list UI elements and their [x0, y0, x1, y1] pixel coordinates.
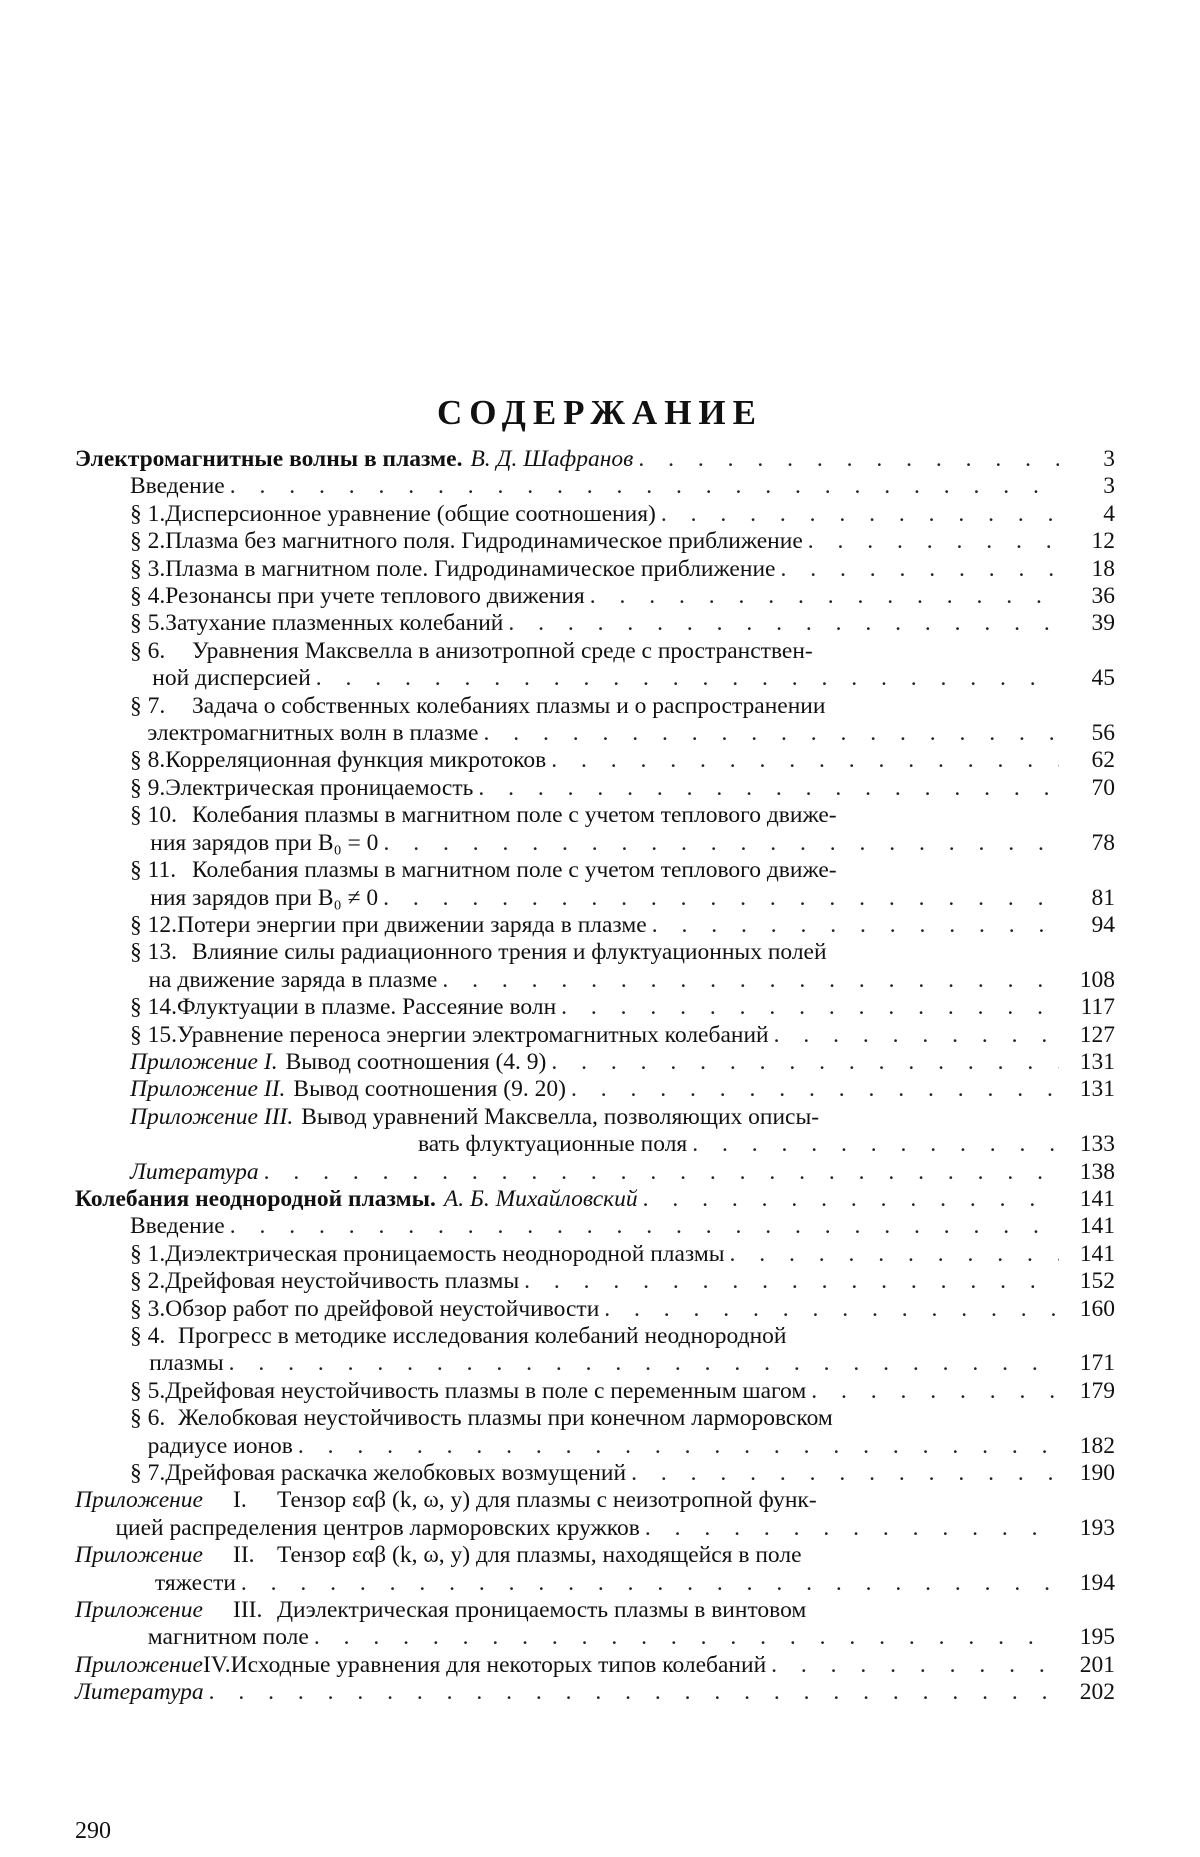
page-number: 290 — [75, 1818, 111, 1844]
part-2-page: 141 — [1079, 1185, 1115, 1212]
entry-text: тяжести — [154, 1569, 236, 1596]
entry-page: 56 — [1091, 720, 1115, 747]
dot-leader — [311, 665, 1059, 692]
appendix-entry[interactable] — [75, 1487, 1115, 1542]
section-entry[interactable] — [75, 1378, 1115, 1405]
part-2-author: А. Б. Михайловский — [443, 1185, 638, 1212]
dot-leader — [566, 1076, 1059, 1103]
part-2-intro[interactable] — [75, 1213, 1115, 1240]
intro-label: Введение — [130, 1213, 225, 1240]
entry-text: Потери энергии при движении заряда в плазме — [177, 911, 647, 938]
part-2-appendices — [75, 1487, 1115, 1679]
section-number: § 1. — [130, 500, 166, 527]
section-number: § 3. — [130, 1295, 166, 1322]
part-2-header[interactable] — [75, 1186, 1115, 1213]
dot-leader — [656, 501, 1059, 528]
dot-leader — [224, 1350, 1059, 1377]
dot-leader — [626, 1460, 1059, 1487]
dot-leader — [766, 1652, 1059, 1679]
section-number: § 11. — [130, 857, 177, 884]
dot-leader — [599, 1296, 1059, 1323]
entry-page: 78 — [1091, 829, 1115, 856]
part-2-title: Колебания неоднородной плазмы. — [75, 1185, 436, 1212]
appendix-entry[interactable] — [75, 1542, 1115, 1597]
entry-page: 190 — [1079, 1460, 1115, 1487]
entry-page: 141 — [1079, 1240, 1115, 1267]
dot-leader — [769, 1022, 1059, 1049]
entry-text: Колебания плазмы в магнитном поле с учетом теплового движе- — [192, 857, 837, 884]
entry-text: Дисперсионное уравнение (общие соотношения) — [165, 500, 656, 527]
section-entry[interactable] — [75, 775, 1115, 802]
section-entry[interactable] — [75, 1460, 1115, 1487]
part-1-sections — [75, 501, 1115, 1049]
section-entry[interactable] — [75, 1405, 1115, 1460]
section-number: § 5. — [130, 610, 166, 637]
entry-page: 81 — [1091, 884, 1115, 911]
entry-text: Плазма в магнитном поле. Гидродинамическое приближение — [165, 555, 776, 582]
entry-text: Вывод уравнений Максвелла, позволяющих описы- — [301, 1103, 820, 1130]
dot-leader — [687, 1131, 1059, 1158]
section-number: § 9. — [130, 774, 166, 801]
section-entry[interactable] — [75, 1022, 1115, 1049]
intro-page: 3 — [1103, 473, 1115, 500]
dot-leader — [437, 967, 1059, 994]
table-of-contents — [75, 446, 1115, 1707]
section-entry[interactable] — [75, 802, 1115, 857]
entry-text: Резонансы при учете теплового движения — [165, 583, 585, 610]
entry-text: Вывод соотношения (4. 9) — [285, 1048, 547, 1075]
literature-page: 202 — [1079, 1679, 1115, 1706]
appendix-entry[interactable] — [75, 1652, 1115, 1679]
dot-leader — [640, 1515, 1059, 1542]
entry-page: 194 — [1079, 1569, 1115, 1596]
section-entry[interactable] — [75, 638, 1115, 693]
entry-text: Тензор εαβ (k, ω, y) для плазмы с неизотропной функ- — [277, 1487, 817, 1514]
dot-leader — [647, 912, 1059, 939]
entry-text: магнитном поле — [147, 1624, 309, 1651]
entry-page: 131 — [1079, 1076, 1115, 1103]
intro-label: Введение — [130, 473, 225, 500]
dot-leader — [503, 610, 1059, 637]
entry-text: Электрическая проницаемость — [165, 774, 474, 801]
appendix-label: Приложение — [75, 1597, 203, 1624]
appendix-entry[interactable] — [75, 1104, 1115, 1159]
entry-page: 62 — [1091, 747, 1115, 774]
entry-text: Уравнение переноса энергии электромагнитных колебаний — [177, 1021, 769, 1048]
entry-text: Тензор εαβ (k, ω, y) для плазмы, находящейся в поле — [277, 1542, 802, 1569]
dot-leader — [293, 1433, 1059, 1460]
dot-leader — [556, 994, 1059, 1021]
entry-text: Колебания плазмы в магнитном поле с учетом теплового движе- — [192, 802, 837, 829]
section-entry[interactable] — [75, 747, 1115, 774]
entry-text: ния зарядов при B₀ = 0 — [150, 829, 379, 856]
section-entry[interactable] — [75, 528, 1115, 555]
section-entry[interactable] — [75, 939, 1115, 994]
section-number: § 6. — [130, 637, 166, 664]
section-entry[interactable] — [75, 610, 1115, 637]
entry-text: Корреляционная функция микротоков — [165, 747, 547, 774]
entry-text: Дрейфовая раскачка желобковых возмущений — [165, 1460, 627, 1487]
entry-text: Вывод соотношения (9. 20) — [293, 1076, 566, 1103]
part-1-intro[interactable] — [75, 473, 1115, 500]
part-1-appendices — [75, 1049, 1115, 1159]
section-entry[interactable] — [75, 857, 1115, 912]
dot-leader — [725, 1241, 1059, 1268]
dot-leader — [378, 885, 1059, 912]
entry-text: на движение заряда в плазме — [148, 966, 438, 993]
dot-leader — [309, 1624, 1059, 1651]
section-number: § 15. — [130, 1021, 177, 1048]
entry-page: 94 — [1091, 911, 1115, 938]
appendix-number: I. — [233, 1487, 247, 1514]
entry-page: 160 — [1079, 1295, 1115, 1322]
entry-text: Влияние силы радиационного трения и флуктуационных полей — [192, 939, 827, 966]
section-number: § 6. — [130, 1405, 166, 1432]
entry-text: Прогресс в методике исследования колебаний неоднородной — [178, 1323, 787, 1349]
dot-leader — [546, 1049, 1059, 1076]
part-2-sections — [75, 1241, 1115, 1488]
section-entry[interactable] — [75, 1268, 1115, 1295]
dot-leader — [378, 830, 1059, 857]
section-number: § 12. — [130, 911, 177, 938]
entry-text: Исходные уравнения для некоторых типов колебаний — [230, 1651, 767, 1678]
entry-page: 152 — [1079, 1268, 1115, 1295]
entry-text: радиусе ионов — [147, 1432, 293, 1459]
section-entry[interactable] — [75, 912, 1115, 939]
entry-page: 18 — [1091, 555, 1115, 582]
section-number: § 10. — [130, 802, 177, 829]
appendix-label: Приложение I. — [130, 1048, 278, 1075]
section-number: § 4. — [130, 1323, 166, 1349]
entry-text: Флуктуации в плазме. Рассеяние волн — [177, 994, 557, 1021]
section-entry[interactable] — [75, 583, 1115, 610]
entry-page: 127 — [1079, 1021, 1115, 1048]
entry-text: Обзор работ по дрейфовой неустойчивости — [165, 1295, 600, 1322]
entry-text: Затухание плазменных колебаний — [165, 610, 504, 637]
entry-page: 131 — [1079, 1048, 1115, 1075]
entry-text: Дрейфовая неустойчивость плазмы в поле с переменным шагом — [165, 1377, 807, 1404]
appendix-entry[interactable] — [75, 1076, 1115, 1103]
literature-page: 138 — [1079, 1158, 1115, 1185]
entry-page: 117 — [1080, 994, 1115, 1021]
entry-page: 193 — [1079, 1514, 1115, 1541]
entry-page: 4 — [1103, 500, 1115, 527]
part-1-page: 3 — [1103, 446, 1115, 472]
section-number: § 1. — [130, 1240, 166, 1267]
section-number: § 14. — [130, 994, 177, 1021]
dot-leader — [806, 1378, 1059, 1405]
dot-leader — [775, 556, 1059, 583]
part-1-header[interactable] — [75, 446, 1115, 473]
entry-text: Задача о собственных колебаниях плазмы и о распространении — [192, 692, 826, 719]
entry-page: 12 — [1091, 528, 1115, 555]
appendix-entry[interactable] — [75, 1597, 1115, 1652]
entry-text: Желобковая неустойчивость плазмы при конечном ларморовском — [178, 1405, 833, 1432]
section-entry[interactable] — [75, 501, 1115, 528]
appendix-label: Приложение — [75, 1487, 203, 1514]
dot-leader — [519, 1268, 1059, 1295]
part-1-title: Электромагнитные волны в плазме. — [75, 446, 463, 472]
literature-label: Литература — [130, 1158, 259, 1185]
page-heading: СОДЕРЖАНИЕ — [436, 393, 763, 432]
section-number: § 4. — [130, 583, 166, 610]
section-number: § 2. — [130, 1268, 166, 1295]
entry-page: 201 — [1079, 1651, 1115, 1678]
appendix-entry[interactable] — [75, 1049, 1115, 1076]
section-entry[interactable] — [75, 1323, 1115, 1378]
entry-text: Плазма без магнитного поля. Гидродинамическое приближение — [165, 528, 803, 555]
entry-text: плазмы — [149, 1350, 224, 1377]
section-number: § 7. — [130, 692, 166, 719]
section-number: § 7. — [130, 1460, 166, 1487]
entry-text: электромагнитных волн в плазме — [147, 720, 479, 747]
appendix-label: Приложение — [75, 1542, 203, 1569]
entry-text: Диэлектрическая проницаемость плазмы в винтовом — [277, 1597, 807, 1624]
part-1-literature[interactable] — [75, 1159, 1115, 1186]
appendix-number: III. — [233, 1597, 263, 1624]
entry-page: 45 — [1091, 665, 1115, 692]
part-2-literature[interactable] — [75, 1679, 1115, 1706]
appendix-number: IV. — [203, 1651, 231, 1678]
appendix-label: Приложение II. — [130, 1076, 286, 1103]
section-entry[interactable] — [75, 693, 1115, 748]
section-entry[interactable] — [75, 1241, 1115, 1268]
section-number: § 2. — [130, 528, 166, 555]
entry-text: Диэлектрическая проницаемость неоднородной плазмы — [165, 1240, 725, 1267]
intro-page: 141 — [1079, 1213, 1115, 1240]
entry-text: Уравнения Максвелла в анизотропной среде с пространствен- — [192, 637, 813, 664]
dot-leader — [546, 747, 1059, 774]
entry-text: вать флуктуационные поля — [418, 1131, 688, 1158]
appendix-number: II. — [233, 1542, 255, 1569]
section-number: § 8. — [130, 747, 166, 774]
entry-page: 133 — [1079, 1131, 1115, 1158]
dot-leader — [236, 1570, 1059, 1597]
entry-page: 39 — [1091, 610, 1115, 637]
appendix-label: Приложение — [75, 1651, 203, 1678]
section-number: § 3. — [130, 555, 166, 582]
part-1-author: В. Д. Шафранов — [470, 446, 634, 472]
appendix-label: Приложение III. — [130, 1103, 294, 1130]
section-entry[interactable] — [75, 1296, 1115, 1323]
entry-page: 70 — [1091, 774, 1115, 801]
literature-label: Литература — [75, 1679, 204, 1706]
entry-page: 179 — [1079, 1377, 1115, 1404]
entry-text: ния зарядов при B₀ ≠ 0 — [150, 884, 379, 911]
entry-text: цией распределения центров ларморовских кружков — [115, 1514, 640, 1541]
entry-page: 36 — [1091, 583, 1115, 610]
entry-page: 182 — [1079, 1432, 1115, 1459]
entry-page: 195 — [1079, 1624, 1115, 1651]
entry-text: Дрейфовая неустойчивость плазмы — [165, 1268, 520, 1295]
dot-leader — [473, 775, 1059, 802]
entry-page: 108 — [1079, 966, 1115, 993]
section-number: § 13. — [130, 939, 177, 966]
section-entry[interactable] — [75, 994, 1115, 1021]
section-entry[interactable] — [75, 556, 1115, 583]
dot-leader — [585, 583, 1059, 610]
dot-leader — [479, 720, 1060, 747]
section-number: § 5. — [130, 1377, 166, 1404]
entry-page: 171 — [1079, 1350, 1115, 1377]
dot-leader — [803, 528, 1059, 555]
entry-text: ной дисперсией — [152, 665, 311, 692]
